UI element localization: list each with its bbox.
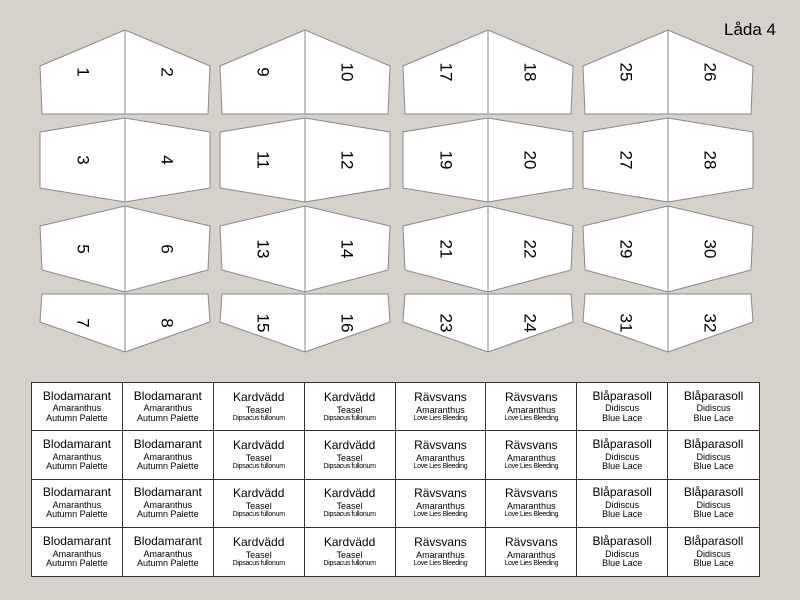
packet-number: 24 [520, 313, 540, 333]
packet-number: 18 [520, 62, 540, 82]
seed-packet [403, 206, 573, 292]
label-common-name: Kardvädd [233, 389, 285, 404]
seed-label [577, 431, 668, 479]
seed-label [668, 383, 759, 431]
seed-label [486, 431, 577, 479]
seed-label [32, 383, 123, 431]
label-species: Amaranthus [416, 452, 465, 463]
label-species: Didiscus [696, 548, 731, 559]
packet-number: 20 [520, 150, 540, 170]
packet-number: 11 [253, 151, 273, 169]
label-variety: Autumn Palette [46, 412, 108, 423]
label-common-name: Rävsvans [504, 438, 558, 453]
label-species: Amaranthus [416, 404, 465, 415]
label-variety: Dipsacus fullonum [232, 511, 285, 519]
label-species: Amaranthus [143, 548, 193, 559]
packet-number: 8 [157, 318, 177, 328]
label-species: Amaranthus [507, 501, 556, 512]
label-common-name: Blodamarant [133, 437, 202, 452]
label-common-name: Rävsvans [414, 389, 467, 404]
packet-number: 3 [73, 155, 93, 165]
label-variety: Love Lies Bleeding [413, 414, 468, 422]
label-species: Teasel [245, 549, 272, 560]
seed-packet [220, 30, 390, 114]
seed-label [214, 431, 305, 479]
label-species: Teasel [245, 404, 272, 415]
label-common-name: Rävsvans [414, 438, 467, 453]
packet-number: 15 [253, 313, 273, 333]
label-variety: Autumn Palette [137, 509, 199, 520]
packet-number: 28 [700, 150, 720, 170]
packet-number: 22 [520, 239, 540, 259]
label-variety: Dipsacus fullonum [232, 560, 285, 568]
label-species: Amaranthus [143, 499, 193, 510]
seed-label [32, 528, 123, 576]
label-variety: Dipsacus fullonum [323, 560, 376, 568]
label-variety: Blue Lace [602, 461, 643, 472]
label-variety: Blue Lace [602, 412, 643, 423]
label-common-name: Rävsvans [504, 486, 558, 501]
seed-packet [583, 118, 753, 202]
seed-packet [40, 206, 210, 292]
label-species: Teasel [245, 452, 272, 463]
label-common-name: Kardvädd [233, 535, 285, 550]
seed-label [32, 480, 123, 528]
label-variety: Autumn Palette [137, 412, 199, 423]
label-variety: Love Lies Bleeding [504, 560, 559, 568]
packet-number: 31 [616, 313, 636, 333]
label-grid [31, 382, 760, 577]
label-variety: Blue Lace [693, 558, 734, 569]
label-species: Didiscus [696, 451, 731, 462]
label-species: Teasel [245, 501, 272, 512]
label-variety: Love Lies Bleeding [413, 463, 468, 471]
packet-number: 12 [337, 150, 357, 170]
seed-label [668, 528, 759, 576]
label-common-name: Rävsvans [504, 389, 558, 404]
packet-number: 19 [436, 150, 456, 170]
label-species: Amaranthus [507, 452, 556, 463]
label-variety: Love Lies Bleeding [413, 560, 468, 568]
label-common-name: Blåparasoll [592, 388, 652, 403]
seed-label [305, 383, 396, 431]
seed-packet [40, 294, 210, 352]
label-common-name: Blodamarant [133, 485, 202, 500]
packet-number: 4 [157, 155, 177, 165]
packet-number: 10 [337, 62, 357, 82]
label-variety: Autumn Palette [46, 461, 108, 472]
seed-label [396, 480, 487, 528]
label-common-name: Blåparasoll [683, 437, 744, 452]
label-common-name: Rävsvans [414, 486, 467, 501]
packet-number: 26 [700, 62, 720, 82]
seed-label [123, 480, 214, 528]
seed-label [577, 480, 668, 528]
label-species: Amaranthus [507, 549, 556, 560]
label-variety: Autumn Palette [46, 558, 108, 569]
seed-label [668, 431, 759, 479]
packet-number: 14 [337, 239, 357, 259]
seed-packet [583, 294, 753, 352]
label-common-name: Kardvädd [323, 486, 376, 501]
seed-label [577, 383, 668, 431]
packet-number: 29 [616, 239, 636, 259]
packet-number: 25 [616, 62, 636, 82]
seed-packet [220, 294, 390, 352]
seed-label [214, 480, 305, 528]
label-species: Amaranthus [52, 548, 102, 559]
packet-number: 1 [73, 67, 93, 77]
seed-packet [583, 30, 753, 114]
label-species: Amaranthus [416, 549, 465, 560]
label-variety: Dipsacus fullonum [232, 414, 285, 422]
label-species: Teasel [336, 549, 363, 560]
seed-label [486, 383, 577, 431]
label-variety: Love Lies Bleeding [504, 511, 559, 519]
label-species: Didiscus [696, 499, 731, 510]
label-common-name: Rävsvans [504, 535, 558, 550]
label-variety: Love Lies Bleeding [504, 463, 559, 471]
packet-number: 30 [700, 239, 720, 259]
label-species: Amaranthus [52, 451, 102, 462]
label-common-name: Blåparasoll [592, 485, 652, 500]
seed-label [123, 528, 214, 576]
label-common-name: Blåparasoll [592, 534, 652, 549]
packet-number: 6 [157, 244, 177, 254]
seed-label [305, 431, 396, 479]
label-species: Didiscus [696, 403, 731, 414]
label-species: Amaranthus [143, 403, 193, 414]
seed-label [123, 431, 214, 479]
packet-number: 17 [436, 62, 456, 82]
label-common-name: Blodamarant [42, 485, 111, 500]
label-variety: Dipsacus fullonum [323, 511, 376, 519]
label-variety: Dipsacus fullonum [323, 414, 376, 422]
label-variety: Blue Lace [602, 558, 643, 569]
label-variety: Blue Lace [693, 509, 734, 520]
label-species: Didiscus [605, 451, 640, 462]
label-common-name: Blodamarant [42, 534, 111, 549]
packet-number: 32 [700, 313, 720, 333]
packet-number: 27 [616, 150, 636, 170]
seed-label [214, 528, 305, 576]
seed-label [668, 480, 759, 528]
seed-label [123, 383, 214, 431]
packet-number: 9 [253, 67, 273, 77]
packet-number: 21 [436, 239, 456, 259]
label-species: Amaranthus [507, 404, 556, 415]
label-species: Didiscus [605, 499, 640, 510]
seed-packet [220, 118, 390, 202]
seed-packet [220, 206, 390, 292]
label-common-name: Rävsvans [414, 535, 467, 550]
seed-label [396, 431, 487, 479]
label-species: Didiscus [605, 403, 640, 414]
label-variety: Autumn Palette [137, 558, 199, 569]
label-common-name: Blåparasoll [683, 534, 744, 549]
seed-label [486, 528, 577, 576]
label-common-name: Blåparasoll [683, 388, 744, 403]
label-variety: Blue Lace [693, 412, 734, 423]
packet-number: 5 [73, 244, 93, 254]
packet-number: 7 [73, 318, 93, 328]
label-variety: Blue Lace [693, 461, 734, 472]
label-species: Amaranthus [52, 499, 102, 510]
label-species: Amaranthus [52, 403, 102, 414]
label-common-name: Kardvädd [323, 389, 376, 404]
label-common-name: Kardvädd [233, 438, 285, 453]
label-variety: Autumn Palette [137, 461, 199, 472]
packet-number: 13 [253, 239, 273, 259]
label-variety: Love Lies Bleeding [504, 414, 559, 422]
seed-packet [583, 206, 753, 292]
packet-number: 23 [436, 313, 456, 333]
page-title: Låda 4 [724, 20, 776, 39]
seed-packet [40, 30, 210, 114]
seed-label [396, 528, 487, 576]
seed-label [305, 480, 396, 528]
label-species: Teasel [336, 404, 363, 415]
label-species: Didiscus [605, 548, 640, 559]
label-species: Teasel [336, 452, 363, 463]
label-variety: Autumn Palette [46, 509, 108, 520]
seed-label [32, 431, 123, 479]
label-common-name: Blodamarant [42, 437, 111, 452]
seed-label [214, 383, 305, 431]
seed-label [577, 528, 668, 576]
label-variety: Blue Lace [602, 509, 643, 520]
label-common-name: Kardvädd [233, 486, 285, 501]
label-common-name: Blodamarant [133, 534, 202, 549]
seed-packet [403, 30, 573, 114]
label-common-name: Kardvädd [323, 535, 376, 550]
label-species: Teasel [336, 501, 363, 512]
label-variety: Dipsacus fullonum [323, 463, 376, 471]
seed-label [396, 383, 487, 431]
packet-number: 16 [337, 313, 357, 333]
seed-packet [40, 118, 210, 202]
packet-number: 2 [157, 67, 177, 77]
label-species: Amaranthus [416, 501, 465, 512]
label-variety: Dipsacus fullonum [232, 463, 285, 471]
label-common-name: Blåparasoll [683, 485, 744, 500]
label-common-name: Blodamarant [42, 388, 111, 403]
label-variety: Love Lies Bleeding [413, 511, 468, 519]
seed-label [486, 480, 577, 528]
seed-packet [403, 118, 573, 202]
label-common-name: Blåparasoll [592, 437, 652, 452]
label-common-name: Kardvädd [323, 438, 376, 453]
seed-packet [403, 294, 573, 352]
label-species: Amaranthus [143, 451, 193, 462]
label-common-name: Blodamarant [133, 388, 202, 403]
seed-label [305, 528, 396, 576]
